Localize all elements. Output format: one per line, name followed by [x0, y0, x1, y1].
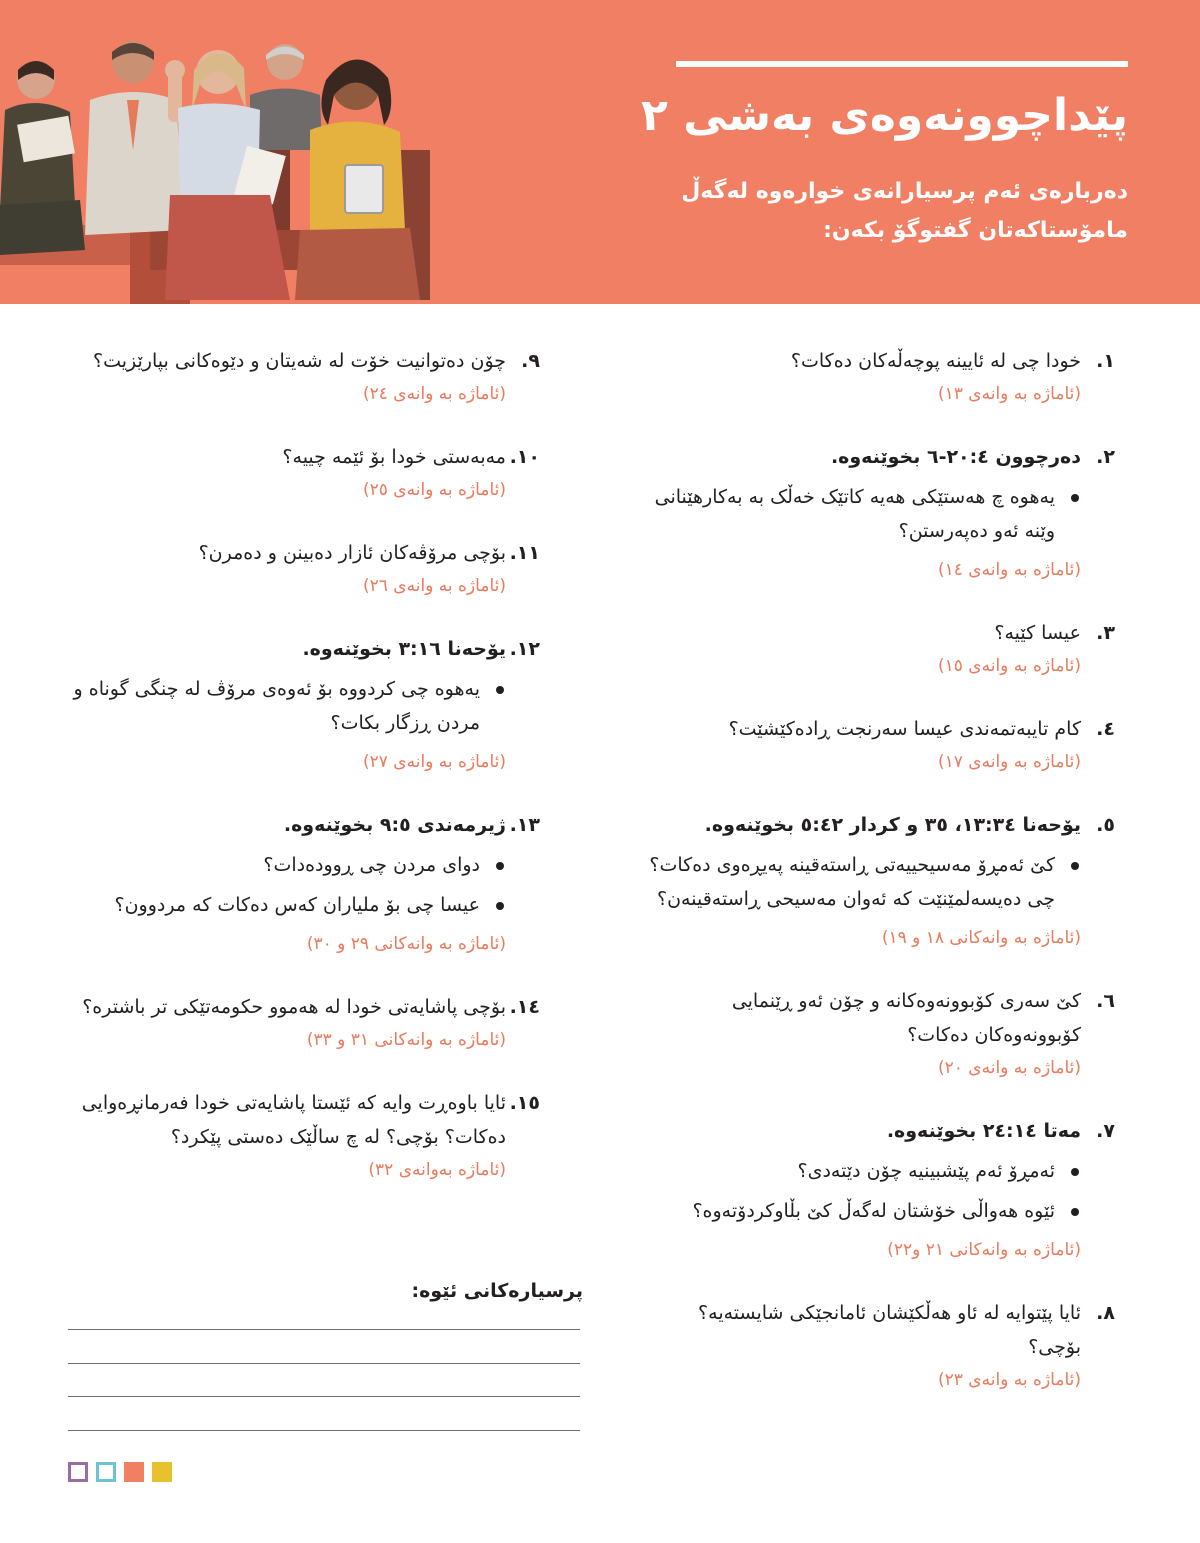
question-text: بۆچی پاشایەتی خودا لە هەموو حکومەتێکی تر باشترە؟ [82, 996, 506, 1018]
question-line [60, 536, 540, 570]
questions-column-right [645, 344, 1115, 1426]
question-number: ٢. [1096, 446, 1115, 468]
question-line [645, 344, 1115, 378]
question-bullets [645, 480, 1115, 548]
question-item [645, 984, 1115, 1084]
question-item [645, 1114, 1115, 1266]
question-item [645, 808, 1115, 954]
question-text: کێ سەری کۆبوونەوەکانە و چۆن ئەو ڕێنمایی کۆبوونەوەکان دەکات؟ [731, 990, 1081, 1046]
question-number: ٣. [1096, 622, 1115, 644]
question-number: ١٠. [509, 446, 540, 468]
question-text: ژیرمەندی ٩:٥ بخوێنەوە. [283, 814, 506, 836]
question-line [60, 808, 540, 842]
your-questions-label: پرسیارەکانی ئێوە: [411, 1280, 583, 1302]
question-line [645, 712, 1115, 746]
question-text: چۆن دەتوانیت خۆت لە شەیتان و دێوەکانی بپارێزیت؟ [93, 350, 506, 372]
lesson-reference: (ئاماژە بە وانەی ٢٦) [363, 576, 506, 596]
question-number: ١. [1096, 350, 1115, 372]
question-text: بۆچی مرۆڤەکان ئازار دەبینن و دەمرن؟ [198, 542, 506, 564]
question-item [645, 712, 1115, 778]
question-bullets [645, 1154, 1115, 1228]
question-number: ١٥. [509, 1092, 540, 1114]
question-item [645, 616, 1115, 682]
answer-line[interactable] [68, 1329, 580, 1330]
question-number: ١٢. [509, 638, 540, 660]
lesson-reference: (ئاماژە بە وانەی ١٧) [938, 752, 1081, 772]
answer-line[interactable] [68, 1363, 580, 1364]
question-line [60, 990, 540, 1024]
question-line [60, 440, 540, 474]
bullet-item: یەهوە چ هەستێکی هەیە کاتێک خەڵک بە بەکارهێنانی وێنە ئەو دەپەرستن؟ [645, 480, 1081, 548]
lesson-reference: (ئاماژە بە وانەی ٢٥) [363, 480, 506, 500]
bullet-item: دوای مردن چی ڕوودەدات؟ [60, 848, 506, 882]
page-subtitle: دەربارەی ئەم پرسیارانەی خوارەوە لەگەڵ مامۆستاکەتان گفتوگۆ بکەن: [681, 179, 1128, 243]
question-line [645, 1296, 1115, 1364]
answer-line[interactable] [68, 1396, 580, 1397]
questions-column-left [60, 344, 540, 1216]
question-item [60, 344, 540, 410]
answer-line[interactable] [68, 1430, 580, 1431]
lesson-reference: (ئاماژە بە وانەی ٢٠) [938, 1058, 1081, 1078]
footer-square-yellow [152, 1462, 172, 1482]
lesson-reference: (ئاماژە بە وانەکانی ٣١ و ٣٣) [306, 1030, 506, 1050]
question-line [60, 632, 540, 666]
footer-square-cyan [96, 1462, 116, 1482]
question-line [645, 440, 1115, 474]
bullet-item: ئەمڕۆ ئەم پێشبینیە چۆن دێتەدی؟ [645, 1154, 1081, 1188]
lesson-reference: (ئاماژە بە وانەی ٢٧) [363, 752, 506, 772]
footer-square-orange [124, 1462, 144, 1482]
question-number: ١١. [509, 542, 540, 564]
lesson-reference: (ئاماژە بە وانەی ٢٣) [938, 1370, 1081, 1390]
header-banner [0, 0, 1200, 304]
lesson-reference: (ئاماژە بە وانەی ٢٤) [363, 384, 506, 404]
page-title: پێداچوونەوەی بەشی ٢ [641, 90, 1128, 141]
question-text: عیسا کێیە؟ [994, 622, 1081, 644]
audience-illustration [0, 0, 440, 304]
question-text: مەتا ٢٤:١٤ بخوێنەوە. [886, 1120, 1081, 1142]
bullet-item: ئێوە هەواڵی خۆشتان لەگەڵ کێ بڵاوکردۆتەوە؟ [645, 1194, 1081, 1228]
lesson-reference: (ئاماژە بە وانەی ١٣) [938, 384, 1081, 404]
question-line [645, 984, 1115, 1052]
lesson-reference: (ئاماژە بەوانەی ٣٢) [368, 1160, 506, 1180]
question-text: ئایا پێتوایە لە ئاو هەڵکێشان ئامانجێکی شایستەیە؟ بۆچی؟ [698, 1302, 1081, 1358]
bullet-item: کێ ئەمڕۆ مەسیحییەتی ڕاستەقینە پەیڕەوی دەکات؟ چی دەیسەلمێنێت کە ئەوان مەسیحی ڕاستەقینەن؟ [645, 848, 1081, 916]
lesson-reference: (ئاماژە بە وانەکانی ٢١ و٢٢) [887, 1240, 1081, 1260]
question-text: خودا چی لە ئایینە پوچەڵەکان دەکات؟ [790, 350, 1081, 372]
question-bullets [60, 672, 540, 740]
question-item [60, 440, 540, 506]
question-number: ١٤. [509, 996, 540, 1018]
question-line [60, 1086, 540, 1154]
question-number: ٥. [1096, 814, 1115, 836]
question-line [60, 344, 540, 378]
question-item [645, 1296, 1115, 1396]
question-bullets [60, 848, 540, 922]
lesson-reference: (ئاماژە بە وانەکانی ٢٩ و ٣٠) [306, 934, 506, 954]
question-item [60, 808, 540, 960]
question-item [60, 536, 540, 602]
question-text: ئایا باوەڕت وایە کە ئێستا پاشایەتی خودا فەرمانڕەوایی دەکات؟ بۆچی؟ لە چ ساڵێک دەستی پێکرد؟ [81, 1092, 506, 1148]
question-text: یۆحەنا ١٣:٣٤، ٣٥ و کردار ٥:٤٢ بخوێنەوە. [704, 814, 1081, 836]
question-bullets [645, 848, 1115, 916]
question-item [60, 1086, 540, 1186]
question-line [645, 1114, 1115, 1148]
question-text: دەرچوون ٢٠:٤-٦ بخوێنەوە. [830, 446, 1081, 468]
question-number: ١٣. [509, 814, 540, 836]
question-item [645, 344, 1115, 410]
question-number: ٤. [1096, 718, 1115, 740]
question-number: ٨. [1096, 1302, 1115, 1324]
question-item [60, 990, 540, 1056]
lesson-reference: (ئاماژە بە وانەی ١٥) [938, 656, 1081, 676]
question-number: ٦. [1096, 990, 1115, 1012]
lesson-reference: (ئاماژە بە وانەکانی ١٨ و ١٩) [881, 928, 1081, 948]
footer-square-purple [68, 1462, 88, 1482]
question-text: کام تایبەتمەندی عیسا سەرنجت ڕادەکێشێت؟ [728, 718, 1081, 740]
question-number: ٩. [521, 350, 540, 372]
question-line [645, 808, 1115, 842]
question-item [60, 632, 540, 778]
bullet-item: یەهوە چی کردووە بۆ ئەوەی مرۆڤ لە چنگی گوناە و مردن ڕزگار بکات؟ [60, 672, 506, 740]
title-rule [676, 61, 1128, 67]
lesson-reference: (ئاماژە بە وانەی ١٤) [938, 560, 1081, 580]
question-item [645, 440, 1115, 586]
question-text: یۆحەنا ٣:١٦ بخوێنەوە. [302, 638, 506, 660]
bullet-item: عیسا چی بۆ ملیاران کەس دەکات کە مردوون؟ [60, 888, 506, 922]
question-number: ٧. [1096, 1120, 1115, 1142]
question-text: مەبەستی خودا بۆ ئێمە چییە؟ [282, 446, 506, 468]
question-line [645, 616, 1115, 650]
